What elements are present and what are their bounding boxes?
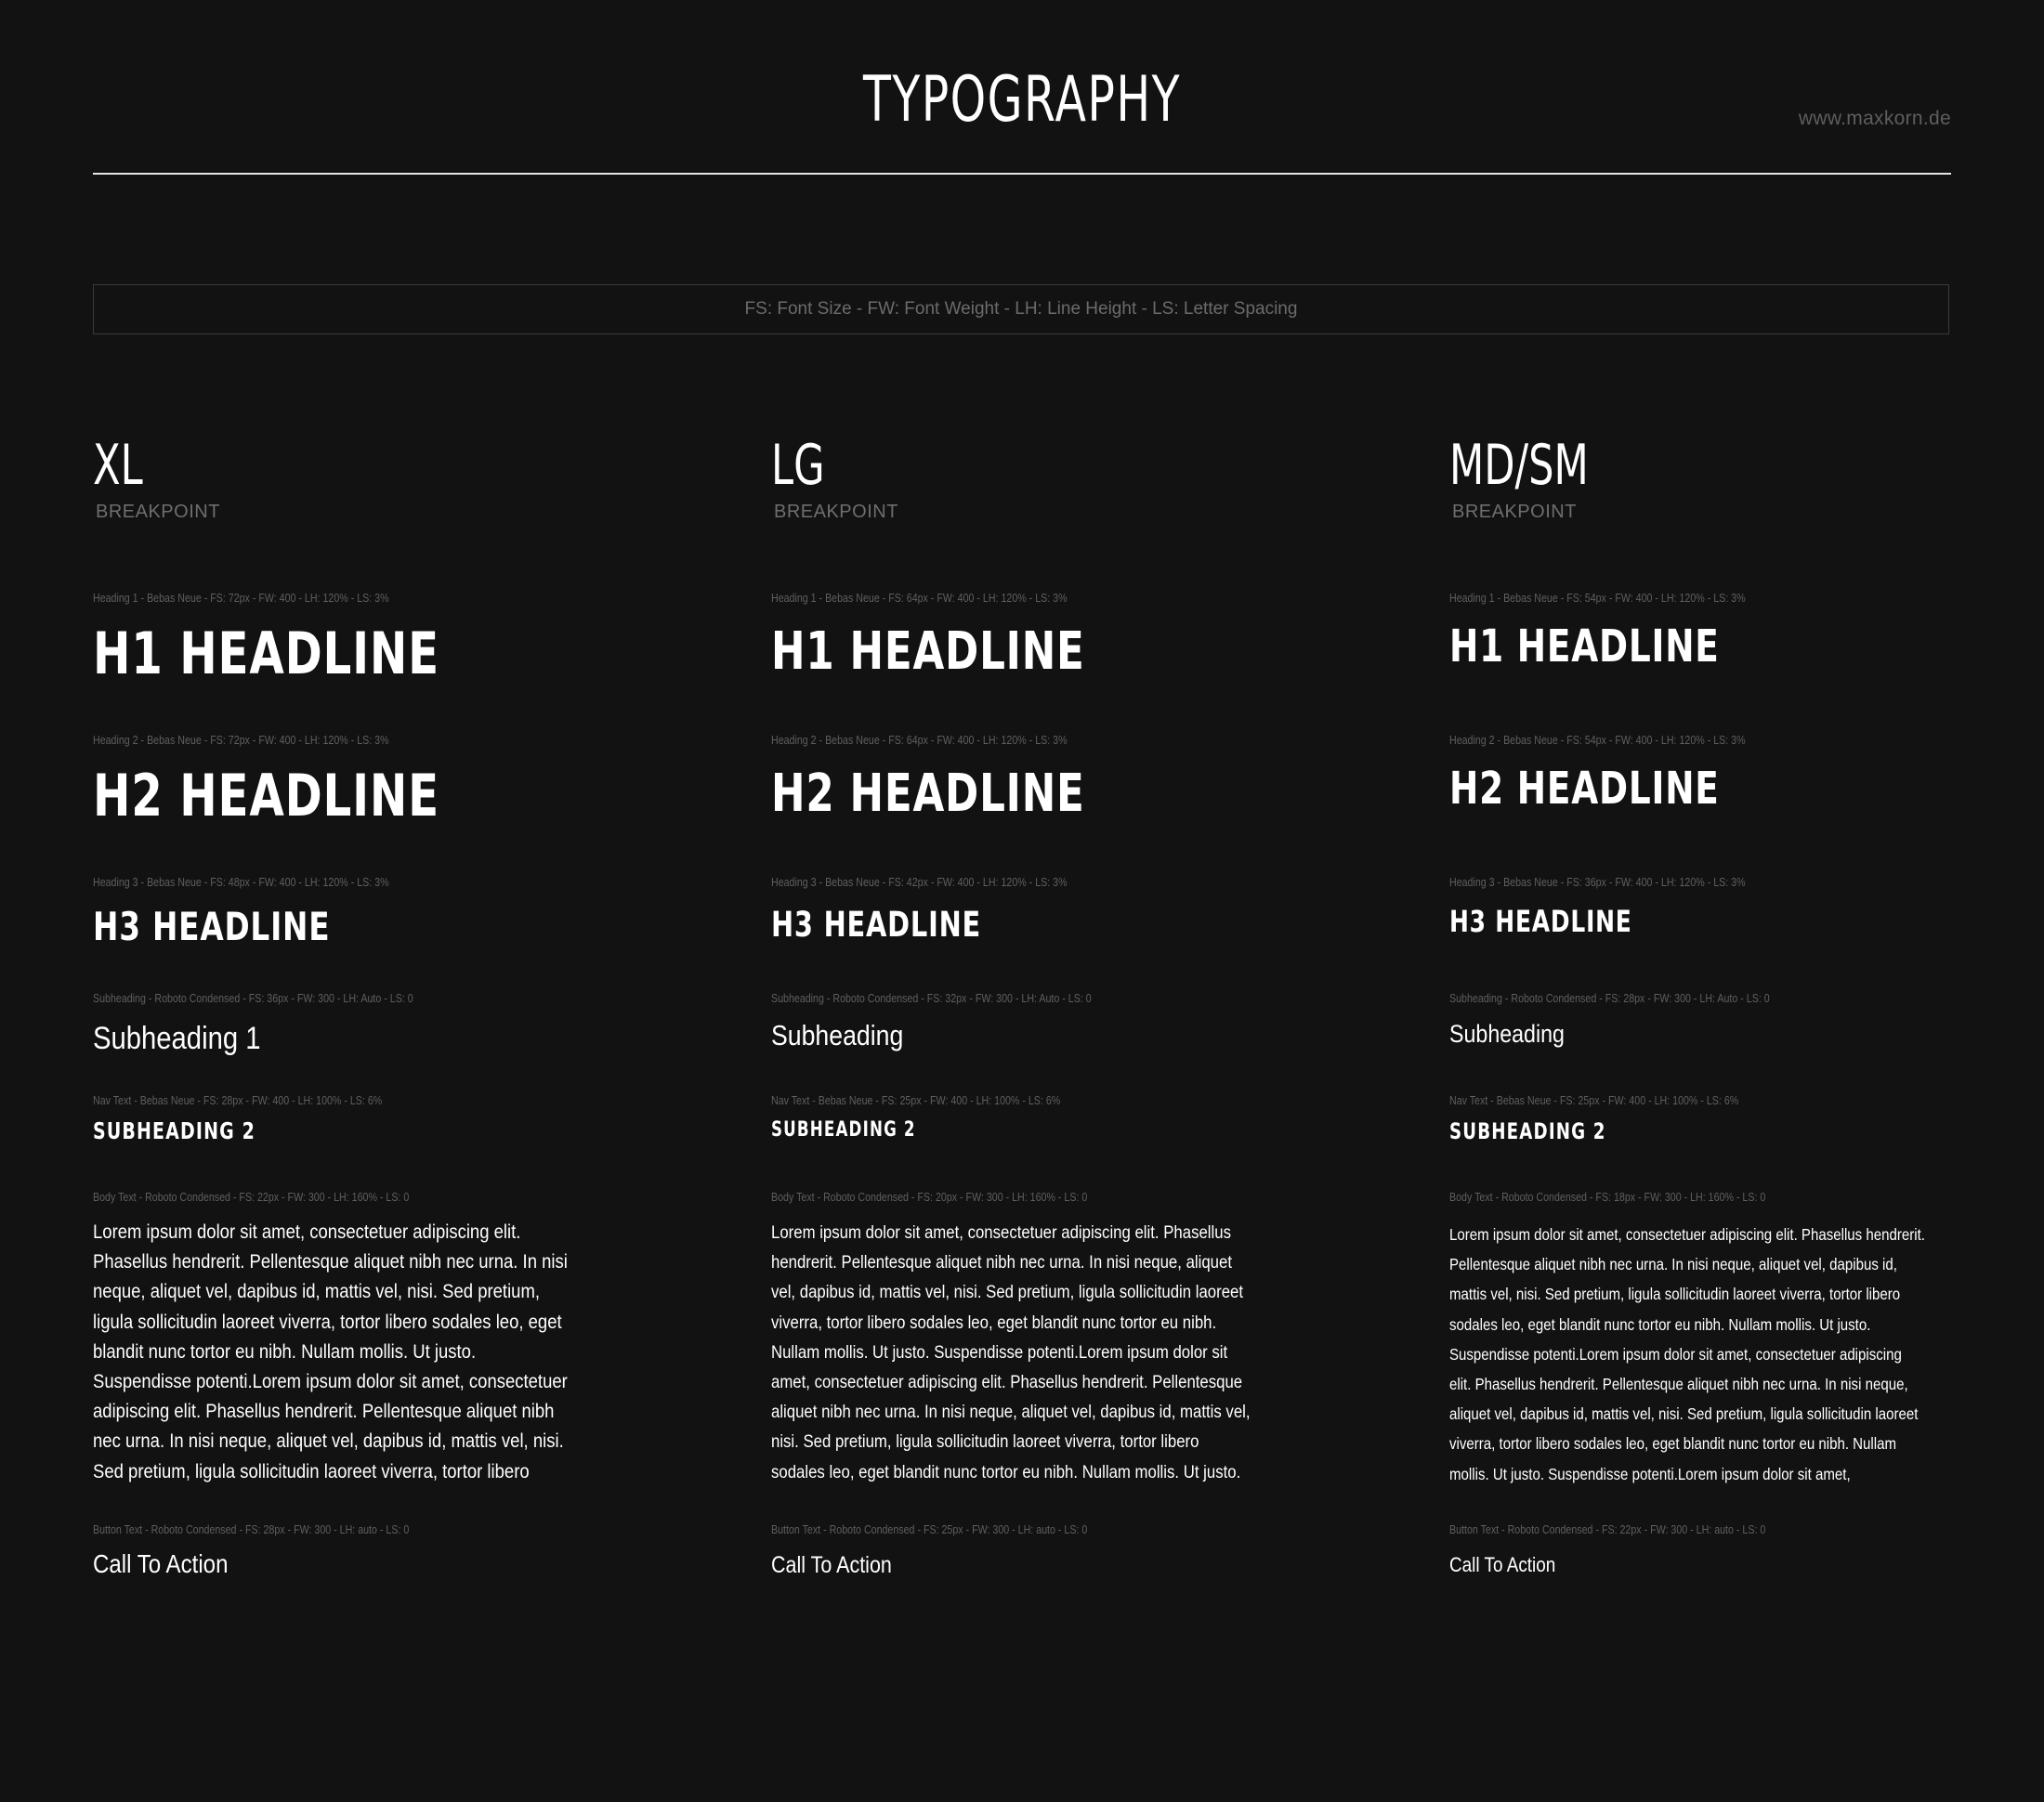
h3-spec: Heading 3 - Bebas Neue - FS: 36px - FW: 400 - LH: 120% - LS: 3% (1449, 875, 1746, 889)
breakpoint-name: XL (93, 433, 143, 498)
h3-sample: H3 HEADLINE (771, 905, 982, 945)
body-line: elit. Phasellus hendrerit. Pellentesque aliquet nibh nec urna. In nisi neque, (1449, 1375, 1908, 1394)
body-line: aliquet vel, dapibus id, mattis vel, nisi. Sed pretium, ligula sollicitudin laoreet (1449, 1404, 1919, 1424)
button-text-spec: Button Text - Roboto Condensed - FS: 22px - FW: 300 - LH: auto - LS: 0 (1449, 1522, 1766, 1536)
subheading-sample: Subheading (771, 1019, 904, 1051)
page-header (93, 0, 1951, 175)
h2-spec: Heading 2 - Bebas Neue - FS: 64px - FW: 400 - LH: 120% - LS: 3% (771, 733, 1068, 747)
nav-text-sample: SUBHEADING 2 (93, 1117, 256, 1144)
body-line: vel, dapibus id, mattis vel, nisi. Sed pretium, ligula sollicitudin laoreet (771, 1282, 1244, 1303)
body-line: blandit nunc tortor eu nibh. Nullam mollis. Ut justo. (93, 1339, 477, 1363)
body-line: hendrerit. Pellentesque aliquet nibh nec urna. In nisi neque, aliquet (771, 1252, 1233, 1273)
h1-sample: H1 HEADLINE (93, 620, 439, 687)
body-text-spec: Body Text - Roboto Condensed - FS: 22px - FW: 300 - LH: 160% - LS: 0 (93, 1190, 410, 1204)
h3-sample: H3 HEADLINE (1449, 904, 1632, 939)
call-to-action-sample[interactable]: Call To Action (771, 1552, 892, 1578)
h1-sample: H1 HEADLINE (1449, 620, 1720, 672)
nav-text-spec: Nav Text - Bebas Neue - FS: 28px - FW: 400 - LH: 100% - LS: 6% (93, 1093, 383, 1107)
body-line: nisi. Sed pretium, ligula sollicitudin laoreet viverra, tortor libero (771, 1431, 1199, 1453)
body-text-sample (1449, 1220, 2002, 1489)
body-line: mollis. Ut justo. Suspendisse potenti.Lorem ipsum dolor sit amet, (1449, 1464, 1851, 1483)
nav-text-spec: Nav Text - Bebas Neue - FS: 25px - FW: 400 - LH: 100% - LS: 6% (771, 1093, 1061, 1107)
body-line: aliquet nibh nec urna. In nisi neque, aliquet vel, dapibus id, mattis vel, (771, 1402, 1251, 1423)
body-line: ligula sollicitudin laoreet viverra, tortor libero sodales leo, eget (93, 1310, 562, 1333)
breakpoint-name: MD/SM (1449, 433, 1589, 498)
body-line: adipiscing elit. Phasellus hendrerit. Pellentesque aliquet nibh (93, 1400, 555, 1423)
h3-spec: Heading 3 - Bebas Neue - FS: 42px - FW: 400 - LH: 120% - LS: 3% (771, 875, 1068, 889)
body-line: neque, aliquet vel, dapibus id, mattis vel, nisi. Sed pretium, (93, 1280, 541, 1303)
body-text-sample (93, 1217, 645, 1486)
body-line: Phasellus hendrerit. Pellentesque aliquet nibh nec urna. In nisi (93, 1250, 568, 1273)
subheading-spec: Subheading - Roboto Condensed - FS: 28px - FW: 300 - LH: Auto - LS: 0 (1449, 991, 1770, 1005)
button-text-spec: Button Text - Roboto Condensed - FS: 25px - FW: 300 - LH: auto - LS: 0 (771, 1522, 1088, 1536)
body-line: Lorem ipsum dolor sit amet, consectetuer adipiscing elit. Phasellus (771, 1222, 1231, 1243)
subheading-spec: Subheading - Roboto Condensed - FS: 32px - FW: 300 - LH: Auto - LS: 0 (771, 991, 1092, 1005)
h2-sample: H2 HEADLINE (771, 764, 1085, 824)
body-line: viverra, tortor libero sodales leo, eget blandit nunc tortor eu nibh. Nullam (1449, 1434, 1897, 1454)
h3-sample: H3 HEADLINE (93, 904, 331, 949)
breakpoint-label: BREAKPOINT (774, 502, 898, 522)
site-url-link[interactable]: www.maxkorn.de (1798, 108, 1951, 129)
body-line: nec urna. In nisi neque, aliquet vel, dapibus id, mattis vel, nisi. (93, 1430, 564, 1453)
abbreviation-legend: FS: Font Size - FW: Font Weight - LH: Line Height - LS: Letter Spacing (93, 284, 1949, 334)
h1-sample: H1 HEADLINE (771, 621, 1085, 682)
call-to-action-sample[interactable]: Call To Action (1449, 1553, 1556, 1576)
subheading-sample: Subheading 1 (93, 1021, 261, 1056)
body-line: Suspendisse potenti.Lorem ipsum dolor sit amet, consectetuer adipiscing (1449, 1344, 1902, 1364)
nav-text-sample: SUBHEADING 2 (771, 1118, 916, 1142)
subheading-sample: Subheading (1449, 1020, 1565, 1048)
h2-spec: Heading 2 - Bebas Neue - FS: 54px - FW: 400 - LH: 120% - LS: 3% (1449, 733, 1746, 747)
body-line: mattis vel, nisi. Sed pretium, ligula sollicitudin laoreet viverra, tortor libero (1449, 1285, 1901, 1304)
h1-spec: Heading 1 - Bebas Neue - FS: 72px - FW: 400 - LH: 120% - LS: 3% (93, 591, 389, 605)
nav-text-spec: Nav Text - Bebas Neue - FS: 25px - FW: 400 - LH: 100% - LS: 6% (1449, 1093, 1739, 1107)
body-text-spec: Body Text - Roboto Condensed - FS: 20px - FW: 300 - LH: 160% - LS: 0 (771, 1190, 1088, 1204)
button-text-spec: Button Text - Roboto Condensed - FS: 28px - FW: 300 - LH: auto - LS: 0 (93, 1522, 410, 1536)
h3-spec: Heading 3 - Bebas Neue - FS: 48px - FW: 400 - LH: 120% - LS: 3% (93, 875, 389, 889)
subheading-spec: Subheading - Roboto Condensed - FS: 36px - FW: 300 - LH: Auto - LS: 0 (93, 991, 413, 1005)
breakpoint-label: BREAKPOINT (96, 502, 220, 522)
body-line: Suspendisse potenti.Lorem ipsum dolor sit amet, consectetuer (93, 1370, 568, 1393)
body-line: viverra, tortor libero sodales leo, eget blandit nunc tortor eu nibh. (771, 1312, 1217, 1333)
body-line: Lorem ipsum dolor sit amet, consectetuer adipiscing elit. (93, 1221, 521, 1243)
body-line: Pellentesque aliquet nibh nec urna. In nisi neque, aliquet vel, dapibus id, (1449, 1255, 1897, 1274)
nav-text-sample: SUBHEADING 2 (1449, 1118, 1606, 1144)
h2-sample: H2 HEADLINE (1449, 763, 1720, 815)
body-line: Sed pretium, ligula sollicitudin laoreet viverra, tortor libero (93, 1459, 530, 1482)
body-line: sodales leo, eget blandit nunc tortor eu nibh. Nullam mollis. Ut justo. (771, 1461, 1241, 1482)
body-text-sample (771, 1218, 1328, 1487)
call-to-action-sample[interactable]: Call To Action (93, 1549, 229, 1578)
body-line: amet, consectetuer adipiscing elit. Phasellus hendrerit. Pellentesque (771, 1372, 1243, 1393)
h1-spec: Heading 1 - Bebas Neue - FS: 64px - FW: 400 - LH: 120% - LS: 3% (771, 591, 1068, 605)
page-title: TYPOGRAPHY (863, 63, 1181, 137)
h2-spec: Heading 2 - Bebas Neue - FS: 72px - FW: 400 - LH: 120% - LS: 3% (93, 733, 389, 747)
breakpoint-name: LG (771, 433, 825, 498)
body-text-spec: Body Text - Roboto Condensed - FS: 18px - FW: 300 - LH: 160% - LS: 0 (1449, 1190, 1766, 1204)
breakpoint-label: BREAKPOINT (1452, 502, 1577, 522)
h2-sample: H2 HEADLINE (93, 762, 439, 829)
h1-spec: Heading 1 - Bebas Neue - FS: 54px - FW: 400 - LH: 120% - LS: 3% (1449, 591, 1746, 605)
body-line: sodales leo, eget blandit nunc tortor eu nibh. Nullam mollis. Ut justo. (1449, 1314, 1871, 1334)
body-line: Nullam mollis. Ut justo. Suspendisse potenti.Lorem ipsum dolor sit (771, 1341, 1228, 1363)
body-line: Lorem ipsum dolor sit amet, consectetuer adipiscing elit. Phasellus hendrerit. (1449, 1225, 1925, 1244)
